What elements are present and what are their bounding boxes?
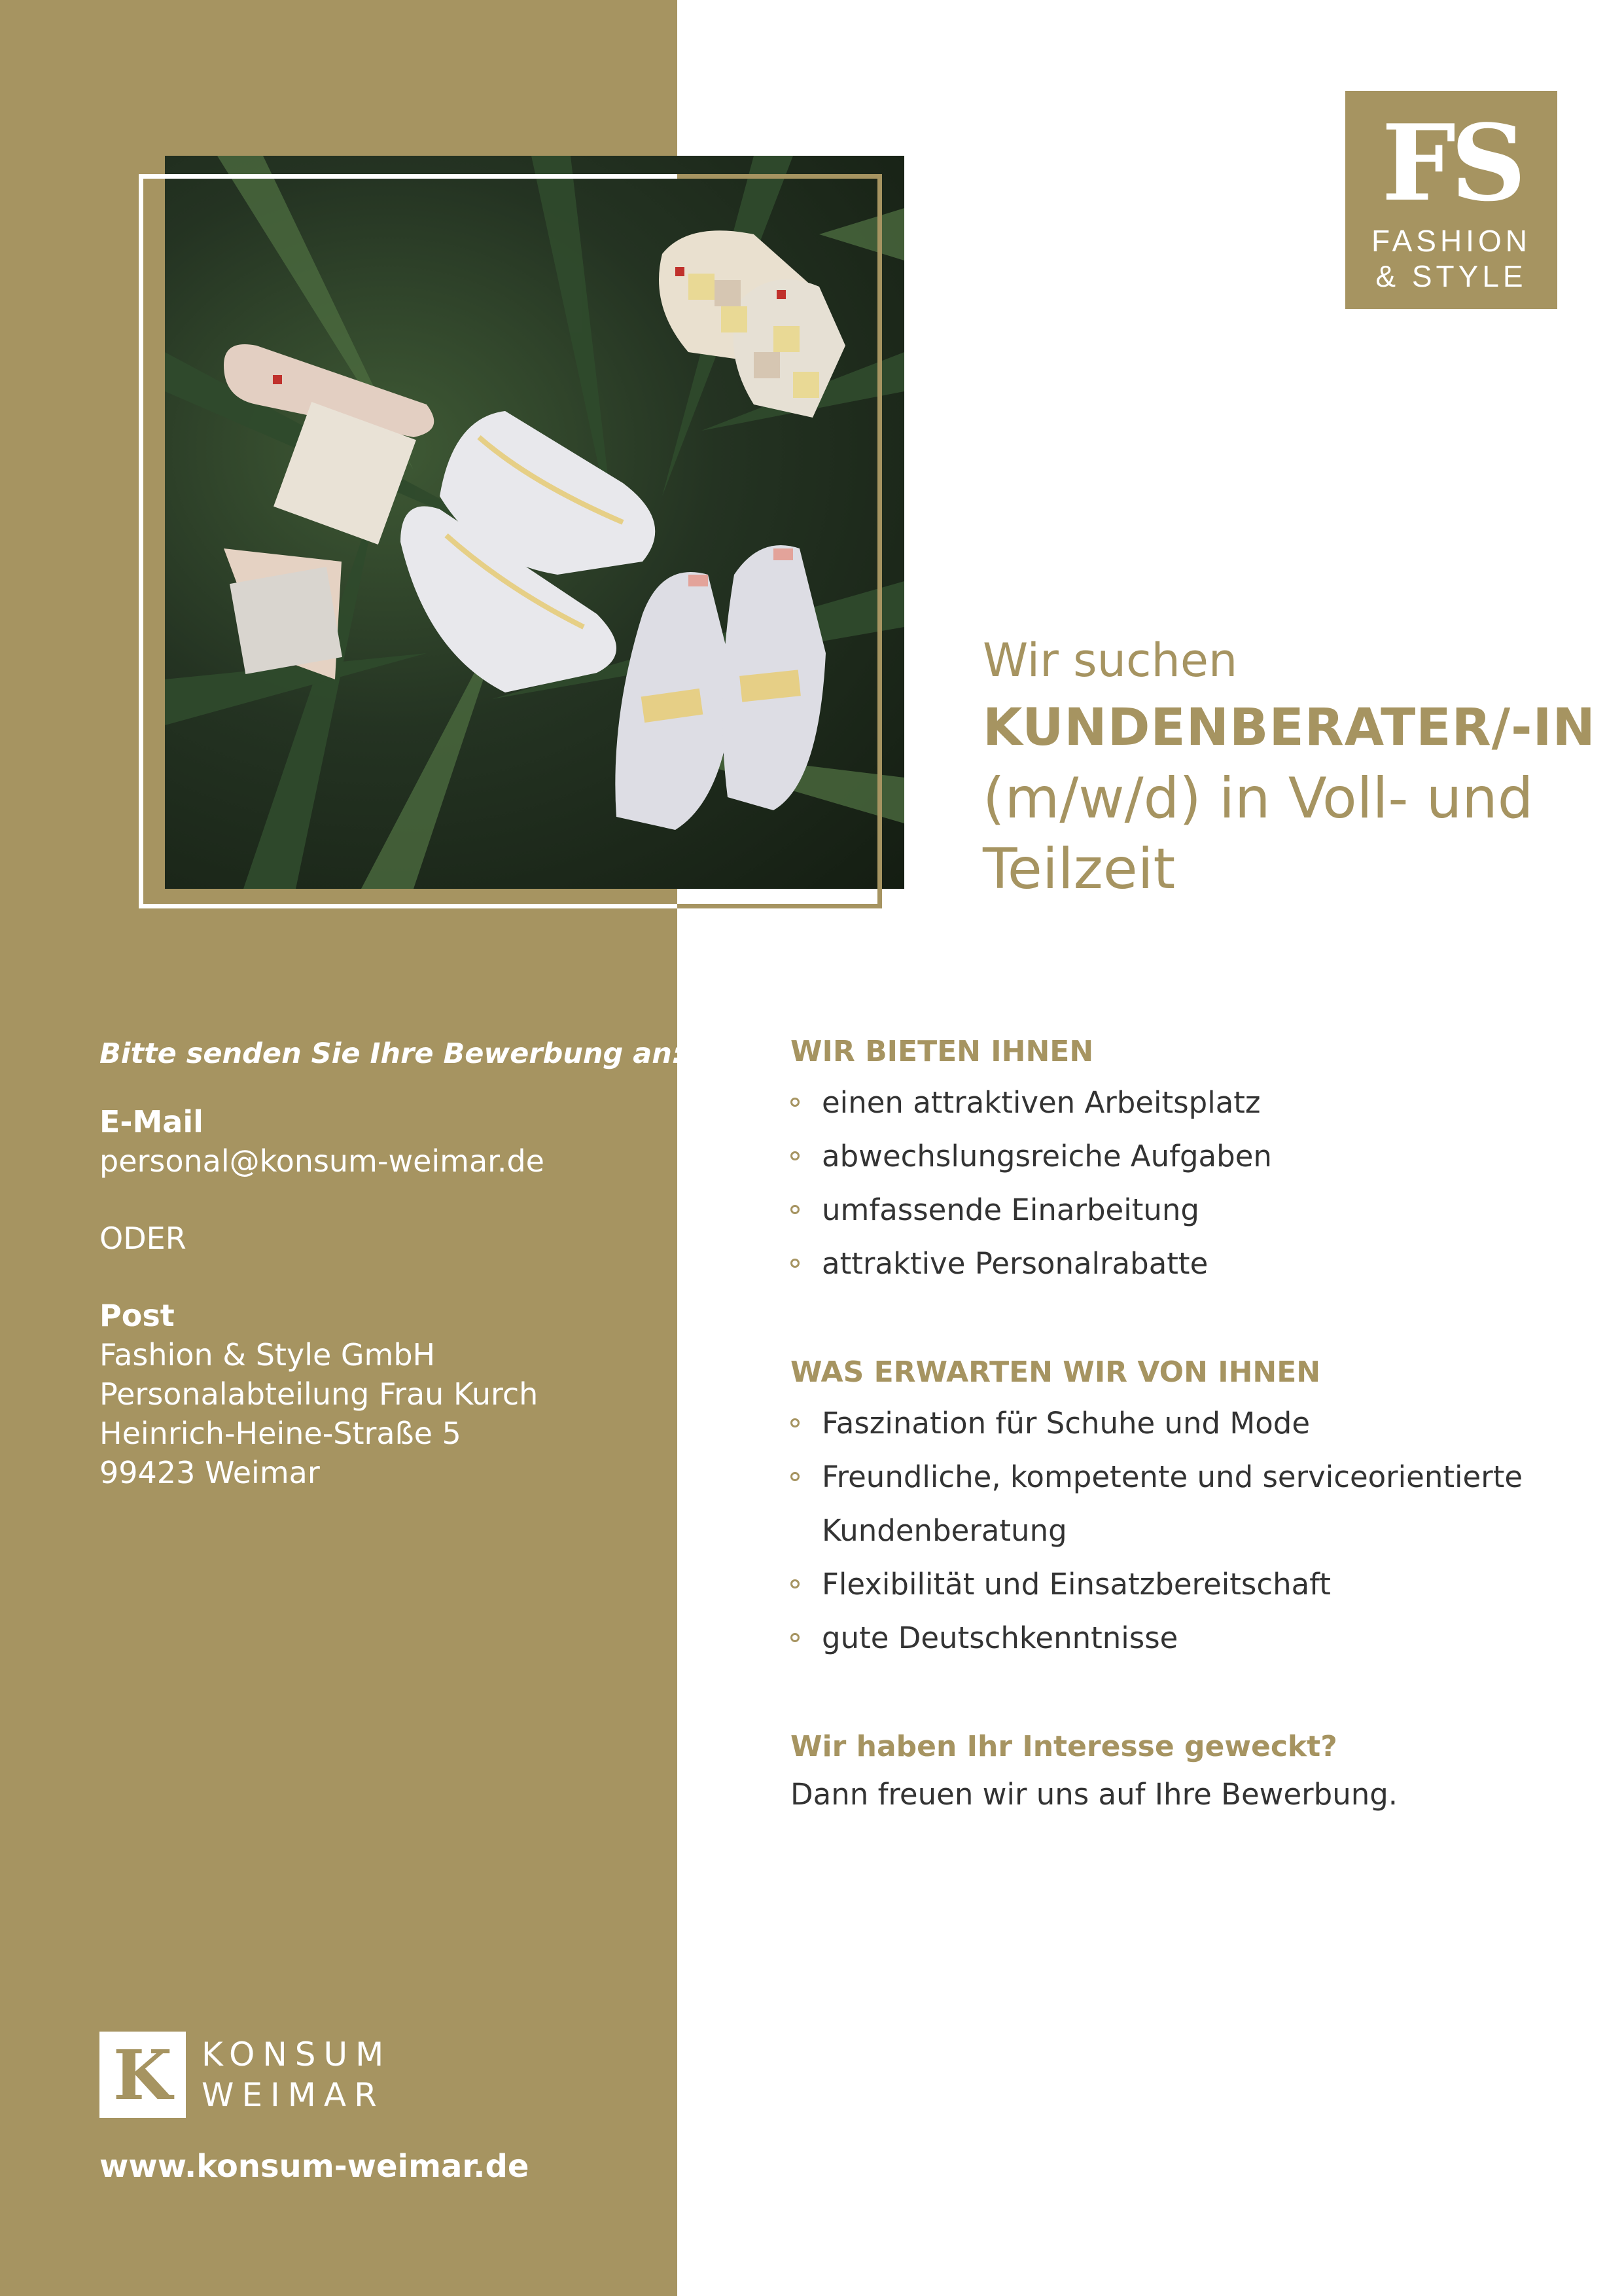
bullet-circle-icon [790,1472,800,1481]
expect-title: WAS ERWARTEN WIR VON IHNEN [790,1355,1321,1389]
bullet-circle-icon [790,1579,800,1588]
headline-position: KUNDENBERATER/-IN [983,698,1596,757]
fs-logo-line2: & STYLE [1375,259,1527,293]
email-label: E-Mail [99,1104,203,1139]
headline-details-2: Teilzeit [983,836,1176,902]
fashion-style-logo [1345,91,1557,309]
konsum-logo-line2: WEIMAR [202,2076,385,2114]
konsum-monogram: K [99,2032,186,2118]
bullet-circle-icon [790,1151,800,1160]
job-headline [983,628,1596,905]
job-details [790,1028,1543,1818]
contact-intro: Bitte senden Sie Ihre Bewerbung an: [99,1037,684,1070]
bullet-circle-icon [790,1259,800,1268]
shoes-photo [165,156,904,889]
headline-intro: Wir suchen [983,634,1238,687]
list-item: Freundliche, kompetente und serviceorientierte [790,1450,1543,1504]
bullet-circle-icon [790,1633,800,1642]
fs-logo-line1: FASHION [1371,224,1531,258]
list-item: einen attraktiven Arbeitsplatz [790,1076,1543,1130]
bullet-circle-icon [790,1205,800,1214]
konsum-weimar-logo [99,2032,391,2118]
contact-block [99,1028,683,1492]
list-item: gute Deutschkenntnisse [790,1611,1543,1665]
list-item-continuation: Kundenberatung [822,1513,1067,1548]
post-label: Post [99,1298,175,1333]
fs-monogram: FS [1381,101,1521,224]
list-item: Flexibilität und Einsatzbereitschaft [790,1558,1543,1611]
address-line: Personalabteilung Frau Kurch [99,1376,538,1412]
bullet-circle-icon [790,1418,800,1427]
bullet-circle-icon [790,1098,800,1107]
address-line: 99423 Weimar [99,1455,320,1490]
closing-question: Wir haben Ihr Interesse geweckt? [790,1730,1337,1763]
list-item: Faszination für Schuhe und Mode [790,1397,1543,1450]
list-item: abwechslungsreiche Aufgaben [790,1130,1543,1183]
list-item: umfassende Einarbeitung [790,1183,1543,1237]
headline-details-1: (m/w/d) in Voll- und [983,766,1534,831]
expect-list [790,1397,1543,1665]
list-item: attraktive Personalrabatte [790,1237,1543,1291]
address-line: Fashion & Style GmbH [99,1337,436,1372]
offer-title: WIR BIETEN IHNEN [790,1035,1094,1068]
or-separator: ODER [99,1221,186,1256]
website-link[interactable]: www.konsum-weimar.de [99,2148,529,2185]
offer-list [790,1076,1543,1291]
closing-text: Dann freuen wir uns auf Ihre Bewerbung. [790,1777,1398,1812]
konsum-logo-line1: KONSUM [202,2036,392,2073]
email-link[interactable]: personal@konsum-weimar.de [99,1143,544,1179]
address-line: Heinrich-Heine-Straße 5 [99,1416,461,1451]
